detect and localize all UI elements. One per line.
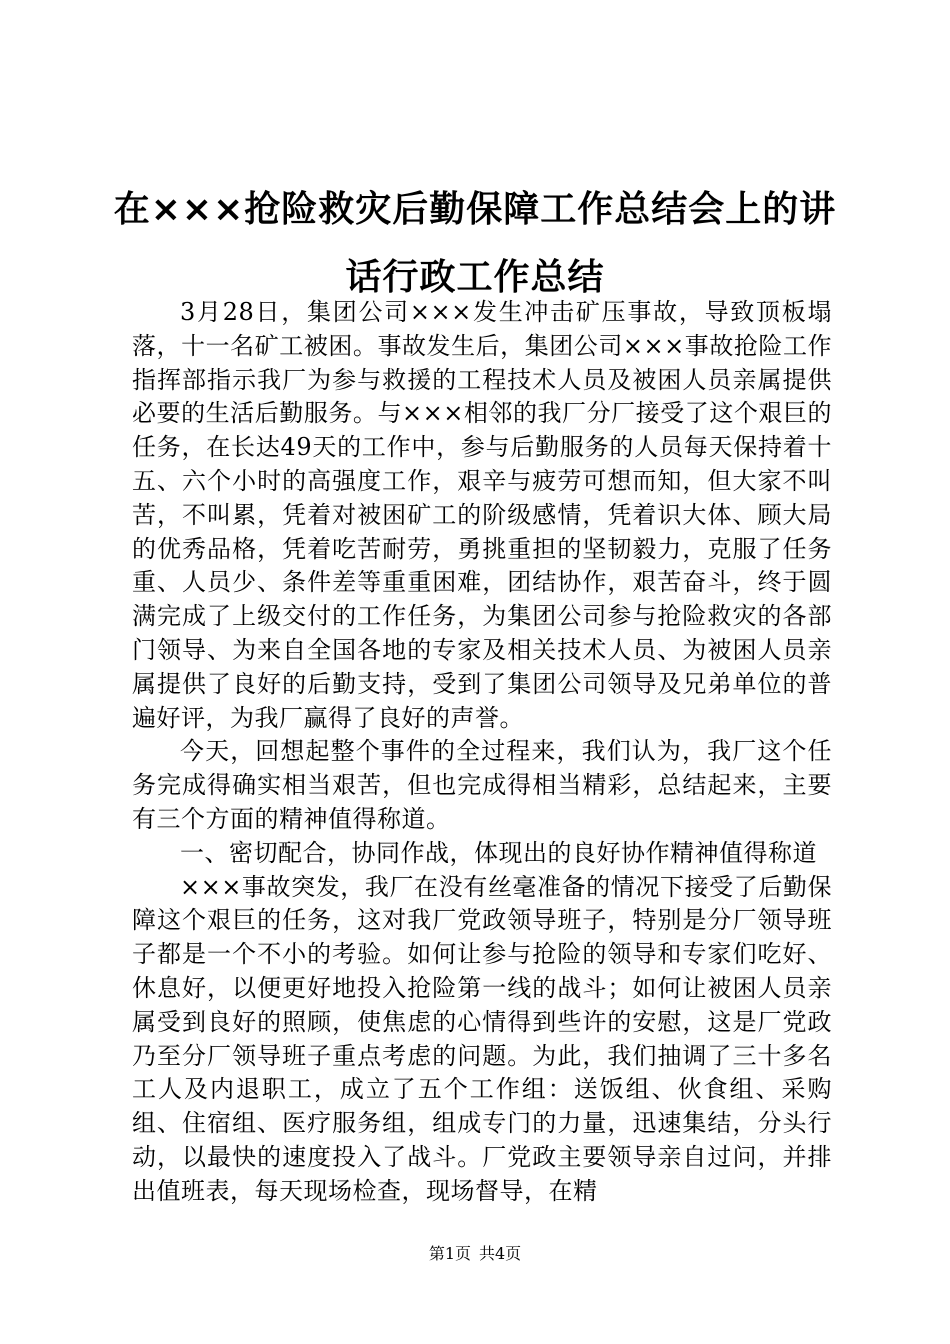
paragraph-2: 今天，回想起整个事件的全过程来，我们认为，我厂这个任务完成得确实相当艰苦，但也完成得相当精彩，总结起来，主要有三个方面的精神值得称道。 bbox=[132, 737, 832, 833]
section-heading-1: 一、密切配合，协同作战，体现出的良好协作精神值得称道 bbox=[180, 838, 817, 867]
title-line-1: 在×××抢险救灾后勤保障工作总结会上的讲 bbox=[113, 189, 837, 230]
page-footer bbox=[0, 1244, 950, 1264]
page-number: 第1页 bbox=[428, 1244, 471, 1263]
paragraph-3: ×××事故突发，我厂在没有丝毫准备的情况下接受了后勤保障这个艰巨的任务，这对我厂党政领导班子，特别是分厂领导班子都是一个不小的考验。如何让参与抢险的领导和专家们吃好、休息好，以便更好地投入抢险第一线的战斗；如何让被困人员亲属受到良好的照顾，使焦虑的心情得到些许的安慰，这是厂党政乃至分厂领导班子重点考虑的问题。为此，我们抽调了三十多名工人及内退职工，成立了五个工作组：送饭组、伙食组、采购组、住宿组、医疗服务组，组成专门的力量，迅速集结，分头行动，以最快的速度投入了战斗。厂党政主要领导亲自过问，并排出值班表，每天现场检查，现场督导，在精 bbox=[132, 872, 832, 1205]
document-title bbox=[110, 176, 840, 312]
paragraph-1: 3月28日，集团公司×××发生冲击矿压事故，导致顶板塌落，十一名矿工被困。事故发生后，集团公司×××事故抢险工作指挥部指示我厂为参与救援的工程技术人员及被困人员亲属提供必要的生活后勤服务。与×××相邻的我厂分厂接受了这个艰巨的任务，在长达49天的工作中，参与后勤服务的人员每天保持着十五、六个小时的高强度工作，艰辛与疲劳可想而知，但大家不叫苦，不叫累，凭着对被困矿工的阶级感情，凭着识大体、顾大局的优秀品格，凭着吃苦耐劳，勇挑重担的坚韧毅力，克服了任务重、人员少、条件差等重重困难，团结协作，艰苦奋斗，终于圆满完成了上级交付的工作任务，为集团公司参与抢险救灾的各部门领导、为来自全国各地的专家及相关技术人员、为被困人员亲属提供了良好的后勤支持，受到了集团公司领导及兄弟单位的普遍好评，为我厂赢得了良好的声誉。 bbox=[132, 298, 832, 732]
page-total: 共4页 bbox=[479, 1244, 522, 1263]
document-body bbox=[132, 296, 832, 1209]
title-line-2: 话行政工作总结 bbox=[345, 257, 605, 298]
